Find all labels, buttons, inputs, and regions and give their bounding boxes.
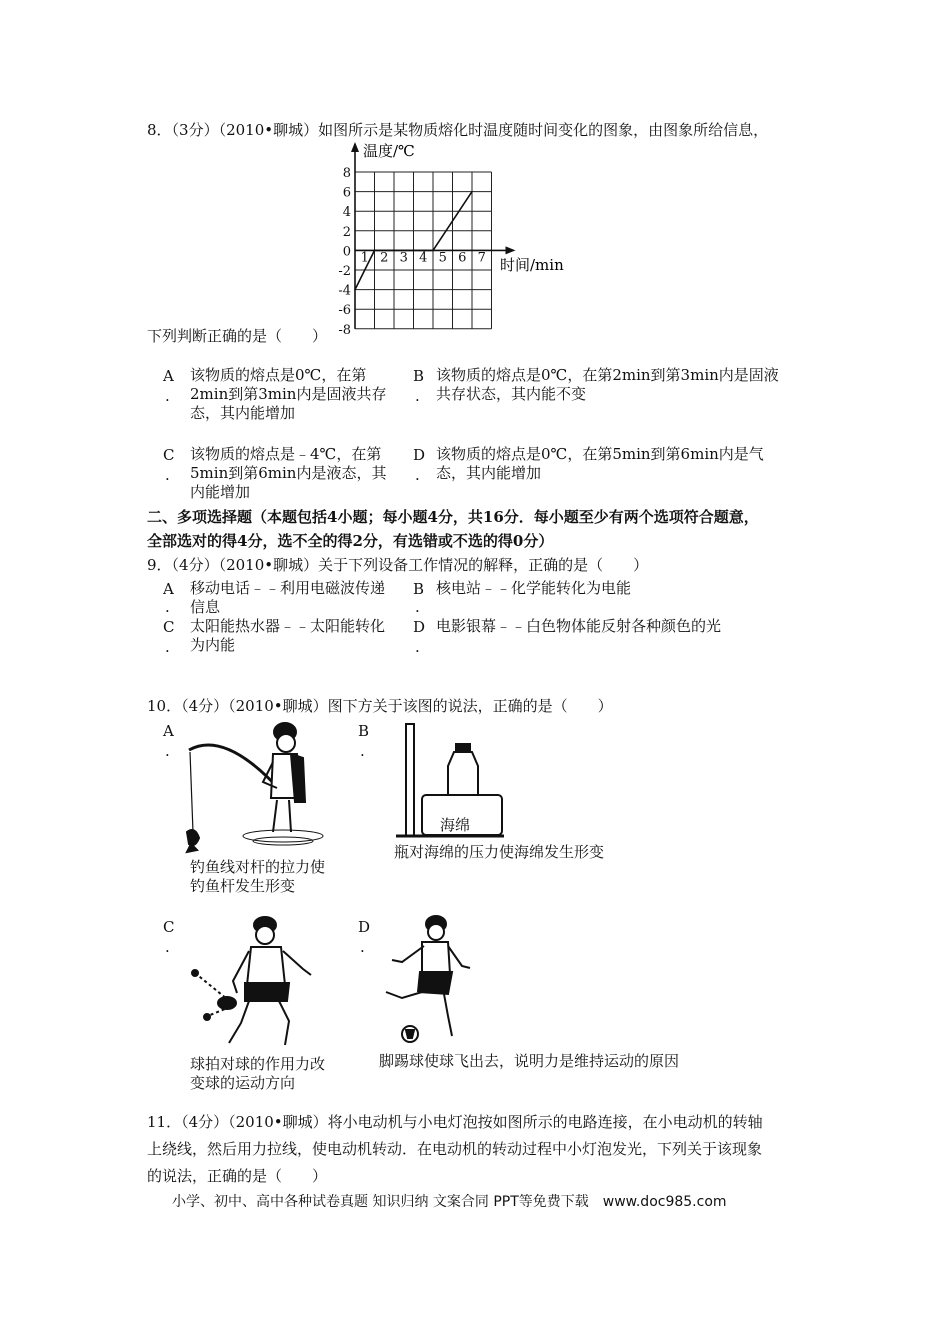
option-line: 该物质的熔点是0℃，在第5min到第6min内是气 <box>436 445 764 463</box>
y-tick-label: 2 <box>342 224 351 240</box>
option-line: 瓶对海绵的压力使海绵发生形变 <box>394 843 605 861</box>
series-point <box>354 289 356 291</box>
section2-heading-line1: 二、多项选择题（本题包括4小题；每小题4分，共16分．每小题至少有两个选项符合题意， <box>147 508 759 526</box>
option-line: 该物质的熔点是0℃，在第 <box>190 366 367 384</box>
option-text <box>190 858 325 896</box>
option-letter: C <box>163 618 175 636</box>
option-letter: D <box>413 618 426 636</box>
q11-line2: 上绕线，然后用力拉线，使电动机转动．在电动机的转动过程中小灯泡发光，下列关于该现象 <box>147 1140 763 1158</box>
option-dot: . <box>415 598 420 616</box>
option-text <box>394 843 604 862</box>
option-dot: . <box>415 387 420 405</box>
option-line: 2min到第3min内是固液共存 <box>190 385 387 403</box>
option-letter: B <box>358 722 370 740</box>
option-line: 5min到第6min内是液态，其 <box>190 464 387 482</box>
option-dot: . <box>165 598 170 616</box>
y-tick-label: 8 <box>342 166 351 181</box>
option-letter: C <box>163 918 175 936</box>
option-text <box>436 579 631 598</box>
bottle-sponge-illustration <box>392 720 512 840</box>
option-line: 移动电话﹣﹣利用电磁波传递 <box>190 579 386 597</box>
y-tick-label: 6 <box>342 185 351 201</box>
racket-illustration <box>185 915 335 1050</box>
q9-stem: 9．（4分）（2010•聊城）关于下列设备工作情况的解释，正确的是（ ） <box>147 556 649 574</box>
option-text <box>436 366 779 404</box>
y-tick-label: 0 <box>342 244 351 260</box>
x-tick-label: 6 <box>458 250 467 266</box>
q8-stem-continued: 下列判断正确的是（ ） <box>147 327 328 345</box>
option-text <box>436 445 764 483</box>
option-line: 信息 <box>190 598 221 616</box>
sponge-label: 海绵 <box>440 816 471 834</box>
option-line: 该物质的熔点是﹣4℃，在第 <box>190 445 382 463</box>
option-line: 球拍对球的作用力改 <box>190 1055 326 1073</box>
y-tick-label: -4 <box>338 283 351 299</box>
x-tick-label: 1 <box>360 250 369 266</box>
option-line: 太阳能热水器﹣﹣太阳能转化 <box>190 617 386 635</box>
option-text <box>190 445 386 502</box>
option-line: 为内能 <box>190 636 236 654</box>
q11-line3: 的说法，正确的是（ ） <box>147 1167 328 1185</box>
x-tick-label: 3 <box>399 250 408 266</box>
series-point <box>374 250 376 252</box>
option-letter: D <box>413 446 426 464</box>
q8-chart <box>330 138 570 338</box>
option-line: 钓鱼线对杆的拉力使 <box>190 858 326 876</box>
footer-banner[interactable]: 小学、初中、高中各种试卷真题 知识归纳 文案合同 PPT等免费下载 www.doc985.com <box>172 1194 727 1210</box>
option-line: 脚踢球使球飞出去，说明力是维持运动的原因 <box>379 1052 680 1070</box>
option-dot: . <box>165 938 170 956</box>
option-letter: A <box>163 722 174 740</box>
option-dot: . <box>165 638 170 656</box>
option-dot: . <box>165 387 170 405</box>
option-line: 共存状态，其内能不变 <box>436 385 587 403</box>
x-tick-label: 4 <box>419 250 428 266</box>
option-dot: . <box>415 466 420 484</box>
section2-heading-line2: 全部选对的得4分，选不全的得2分，有选错或不选的得0分） <box>147 532 554 550</box>
option-dot: . <box>165 742 170 760</box>
option-text <box>379 1052 679 1071</box>
y-tick-label: -6 <box>338 303 351 319</box>
fishing-illustration <box>185 720 335 858</box>
option-letter: B <box>413 367 425 385</box>
option-letter: B <box>413 580 425 598</box>
x-axis-arrow <box>506 246 516 254</box>
option-text <box>190 617 385 655</box>
option-line: 钓鱼杆发生形变 <box>190 877 296 895</box>
x-tick-label: 7 <box>477 250 486 266</box>
y-tick-label: -8 <box>338 322 351 338</box>
option-text <box>190 579 385 617</box>
chart-ylabel: 温度/℃ <box>363 142 415 160</box>
option-letter: A <box>163 367 174 385</box>
q10-stem: 10．（4分）（2010•聊城）图下方关于该图的说法，正确的是（ ） <box>147 697 613 715</box>
option-line: 电影银幕﹣﹣白色物体能反射各种颜色的光 <box>436 617 722 635</box>
option-text <box>436 617 721 636</box>
y-tick-label: -2 <box>338 264 351 279</box>
x-tick-label: 2 <box>380 250 389 266</box>
series-point <box>471 191 473 193</box>
option-text <box>190 366 386 423</box>
option-dot: . <box>165 466 170 484</box>
option-dot: . <box>360 742 365 760</box>
option-line: 态，其内能增加 <box>436 464 542 482</box>
option-line: 态，其内能增加 <box>190 404 296 422</box>
q8-stem: 8．（3分）（2010•聊城）如图所示是某物质熔化时温度随时间变化的图象，由图象所给信息， <box>147 121 769 139</box>
option-letter: C <box>163 446 175 464</box>
y-axis-arrow <box>351 142 359 152</box>
option-dot: . <box>415 638 420 656</box>
option-text <box>190 1055 325 1093</box>
option-letter: D <box>358 918 371 936</box>
soccer-illustration <box>372 912 482 1047</box>
y-tick-label: 4 <box>342 205 351 221</box>
series-point <box>432 250 434 252</box>
option-dot: . <box>360 938 365 956</box>
q11-line1: 11．（4分）（2010•聊城）将小电动机与小电灯泡按如图所示的电路连接，在小电动机的转轴 <box>147 1113 763 1131</box>
option-letter: A <box>163 580 174 598</box>
option-line: 内能增加 <box>190 483 251 501</box>
option-line: 变球的运动方向 <box>190 1074 296 1092</box>
option-line: 该物质的熔点是0℃，在第2min到第3min内是固液 <box>436 366 779 384</box>
x-tick-label: 5 <box>438 250 447 266</box>
option-line: 核电站﹣﹣化学能转化为电能 <box>436 579 632 597</box>
chart-xlabel: 时间/min <box>500 256 564 274</box>
